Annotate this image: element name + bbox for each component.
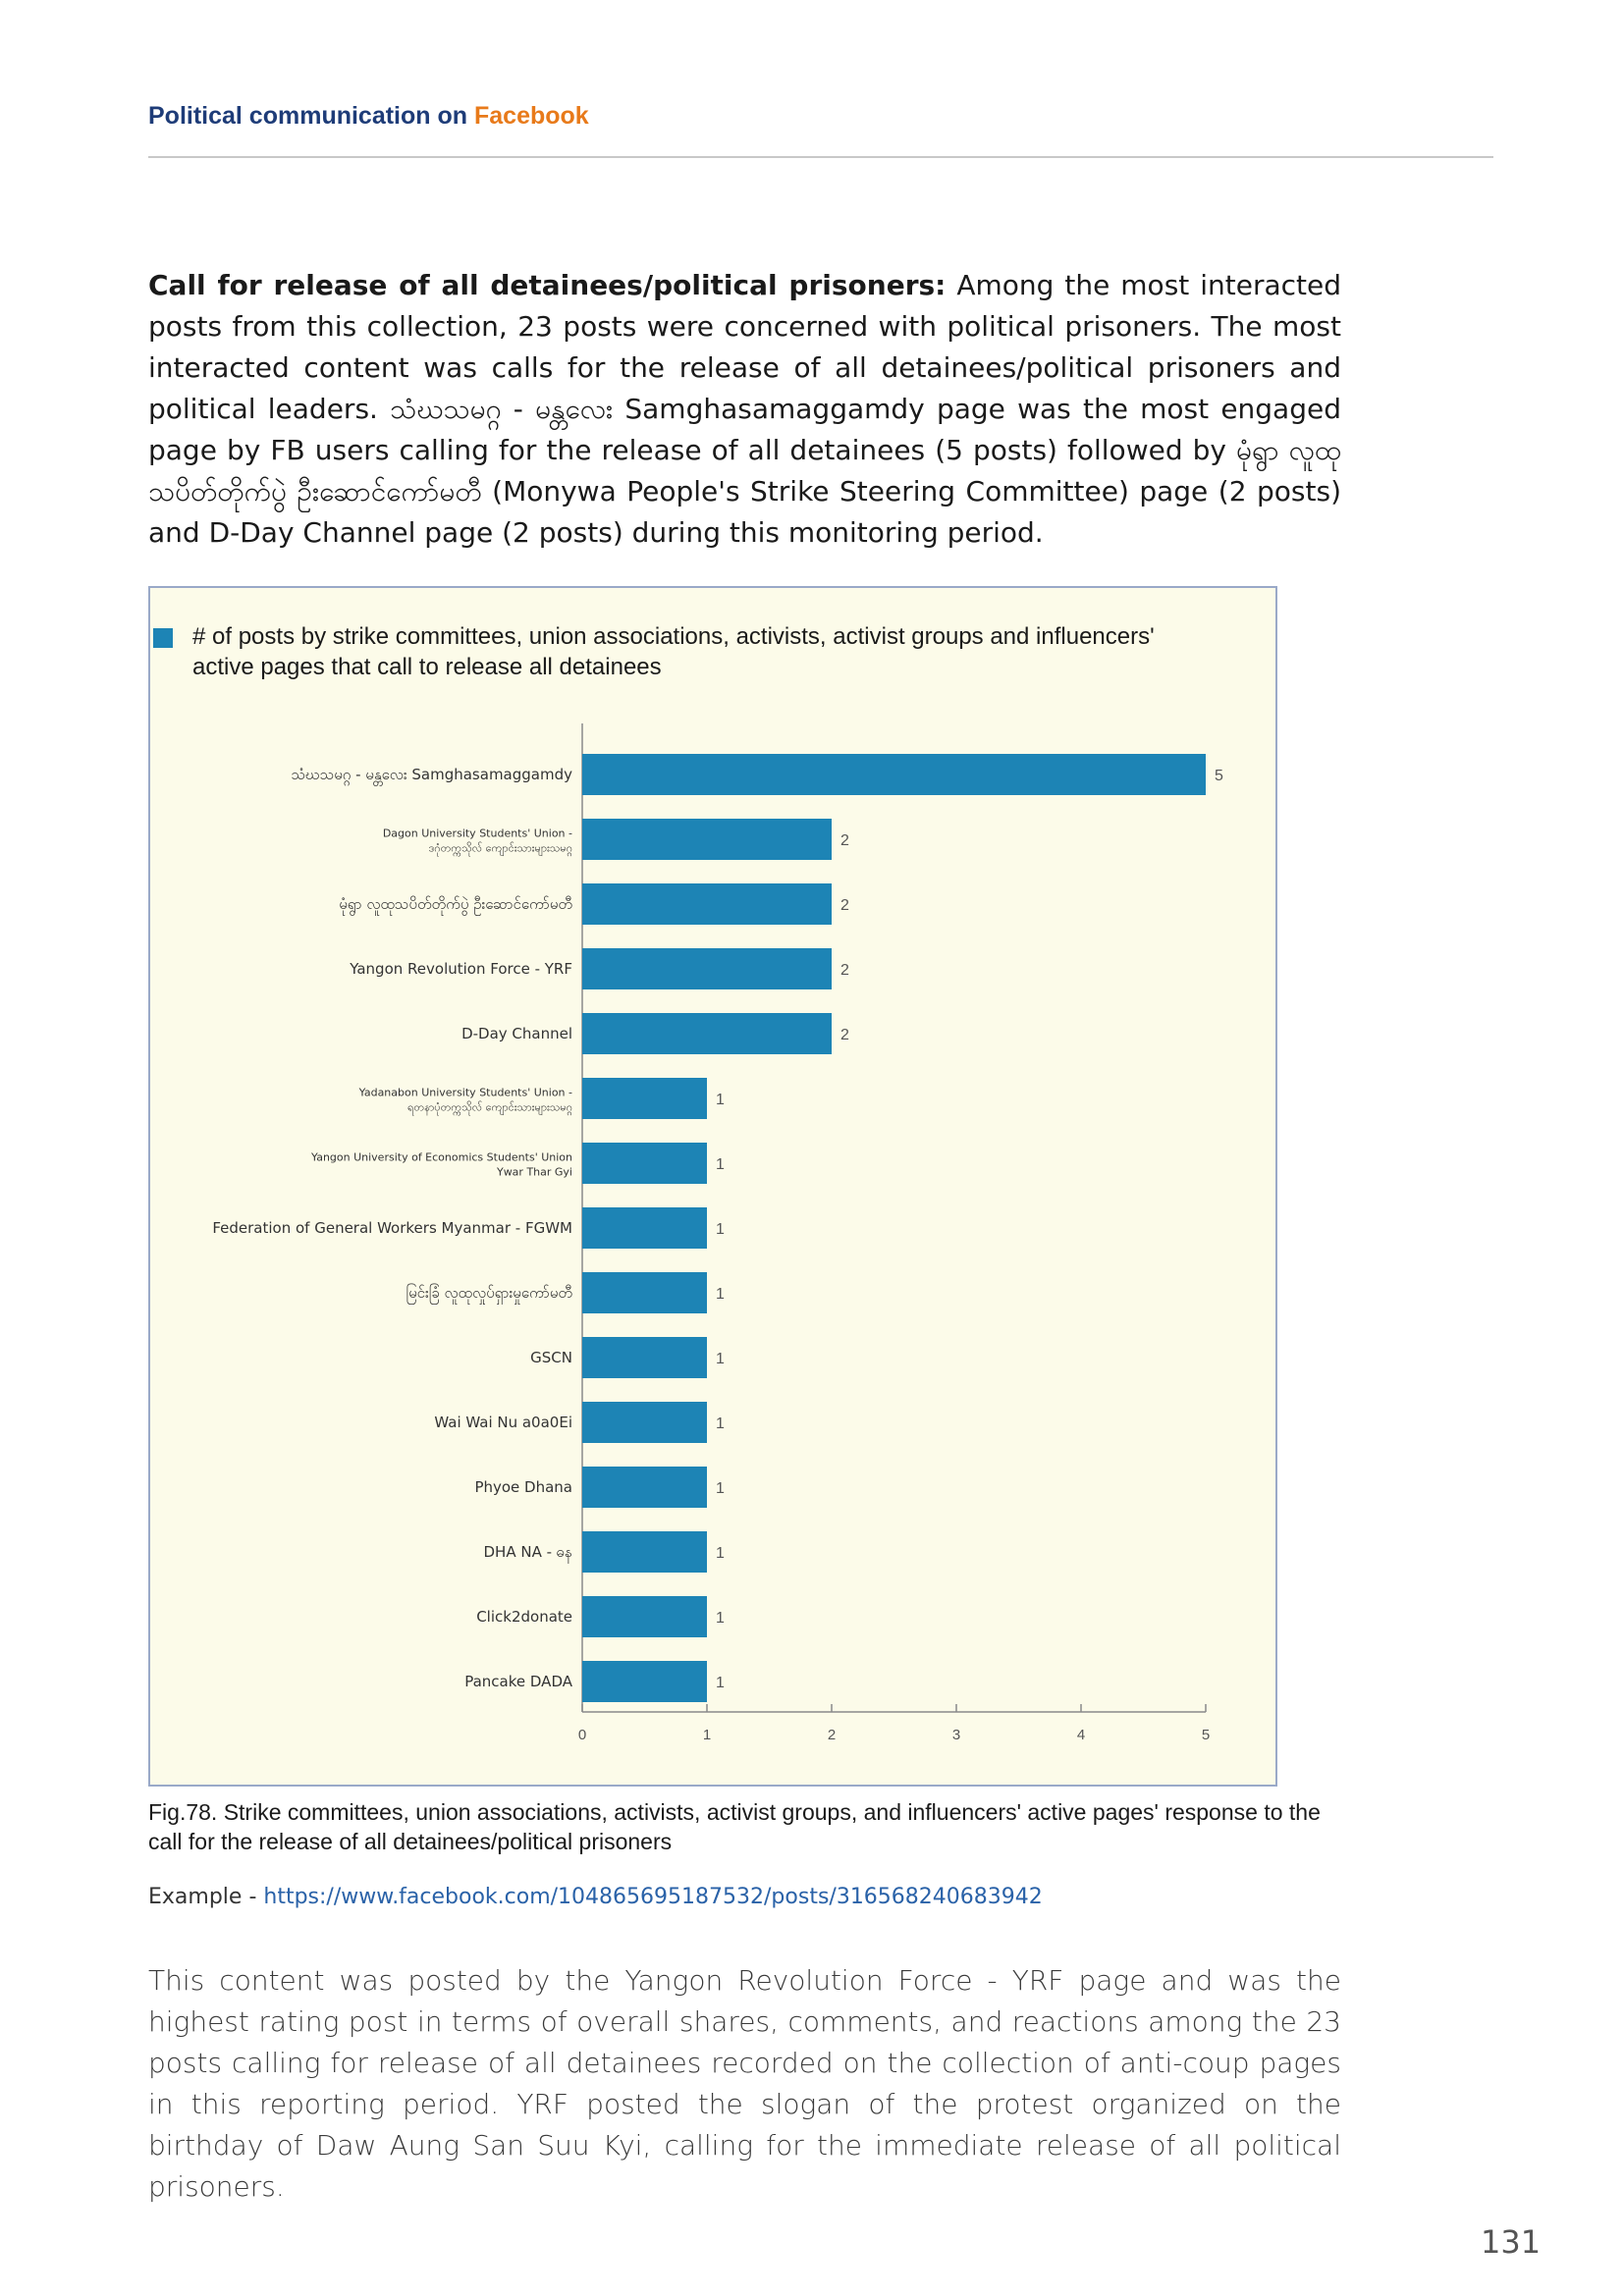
bar	[582, 948, 832, 989]
bar-value-label: 1	[716, 1092, 725, 1108]
bar-value-label: 1	[716, 1156, 725, 1173]
x-tick-label: 2	[827, 1727, 837, 1743]
x-tick-label: 3	[951, 1727, 961, 1743]
bar	[582, 1143, 707, 1184]
bar-value-label: 2	[840, 1027, 849, 1043]
bar	[582, 1013, 832, 1054]
bar-value-label: 1	[716, 1675, 725, 1691]
page-number: 131	[1481, 2223, 1542, 2261]
category-label: Pancake DADA	[464, 1673, 572, 1690]
x-tick-label: 4	[1076, 1727, 1086, 1743]
bar-chart	[150, 588, 1275, 1785]
bar	[582, 1207, 707, 1249]
category-label: Federation of General Workers Myanmar - FGWM	[212, 1219, 572, 1237]
running-header	[148, 102, 589, 131]
category-label: Ywar Thar Gyi	[496, 1165, 572, 1179]
figure-caption: Fig.78. Strike committees, union associations, activists, activist groups, and influencers' active pages' response to the call for the release of all detainees/political prisoners	[148, 1799, 1321, 1854]
intro-lead: Call for release of all detainees/political prisoners:	[148, 269, 947, 301]
category-label: Wai Wai Nu a0a0Ei	[434, 1414, 572, 1431]
header-divider	[148, 156, 1493, 158]
header-accent: Facebook	[474, 102, 589, 130]
category-label: Phyoe Dhana	[474, 1478, 572, 1496]
bar	[582, 1272, 707, 1313]
x-tick-label: 5	[1201, 1727, 1211, 1743]
category-label: Yangon University of Economics Students' Union	[311, 1150, 572, 1164]
bar-value-label: 2	[840, 832, 849, 849]
category-label: Dagon University Students' Union -	[382, 827, 572, 840]
bar-value-label: 1	[716, 1286, 725, 1303]
category-label: မြင်းခြံ လူထုလှုပ်ရှားမှုကော်မတီ	[406, 1284, 572, 1302]
category-label: Click2donate	[476, 1608, 572, 1626]
example-line	[148, 1885, 1043, 1909]
bar-value-label: 1	[716, 1351, 725, 1367]
bar	[582, 754, 1206, 795]
example-label: Example -	[148, 1885, 264, 1909]
category-label: သံဃသမဂ္ဂ - မန္တလေး Samghasamaggamdy	[291, 766, 572, 783]
body-paragraph: This content was posted by the Yangon Revolution Force - YRF page and was the highest rating post in terms of overall shares, comments, and reactions among the 23 posts calling for release of all detainees recorded on the collection of anti-coup pages in this reporting period. YRF posted the slogan of the protest organized on the birthday of Daw Aung San Suu Kyi, calling for the immediate release of all political prisoners.	[148, 1964, 1341, 2203]
category-label: မုံရွာ လူထုသပိတ်တိုက်ပွဲ ဦးဆောင်ကော်မတီ	[339, 895, 572, 913]
bar-value-label: 1	[716, 1415, 725, 1432]
bar	[582, 1661, 707, 1702]
category-label: ရတနာပုံတက္ကသိုလ် ကျောင်းသားများသမဂ္ဂ	[407, 1100, 572, 1114]
bar-value-label: 2	[840, 962, 849, 979]
chart-panel	[148, 586, 1277, 1787]
bar	[582, 1531, 707, 1573]
category-label: ဒဂုံတက္ကသိုလ် ကျောင်းသားများသမဂ္ဂ	[428, 841, 572, 855]
x-tick-label: 1	[702, 1727, 712, 1743]
bar	[582, 819, 832, 860]
bar-value-label: 1	[716, 1221, 725, 1238]
bar-value-label: 1	[716, 1610, 725, 1627]
category-label: Yangon Revolution Force - YRF	[350, 960, 572, 978]
bar-value-label: 5	[1215, 768, 1223, 784]
header-title: Political communication on	[148, 102, 468, 130]
category-label: GSCN	[530, 1349, 572, 1366]
example-link[interactable]: https://www.facebook.com/104865695187532/posts/316568240683942	[263, 1885, 1043, 1909]
bar	[582, 883, 832, 925]
category-label: DHA NA - ဓန	[483, 1543, 572, 1561]
bar	[582, 1078, 707, 1119]
chart-title: # of posts by strike committees, union associations, activists, activist groups and influencers' active pages that call to release all detainees	[192, 623, 1155, 680]
category-label: Yadanabon University Students' Union -	[358, 1086, 572, 1099]
bar	[582, 1467, 707, 1508]
bar-value-label: 1	[716, 1480, 725, 1497]
bar-value-label: 1	[716, 1545, 725, 1562]
x-tick-label: 0	[577, 1727, 587, 1743]
bar	[582, 1596, 707, 1637]
intro-text: Among the most interacted posts from this collection, 23 posts were concerned with political prisoners. The most interacted content was calls for the release of all detainees/political prisoners and political leaders. သံဃသမဂ္ဂ - မန္တလေး Samghasamaggamdy page was the most engaged page by FB users calling for the release of all detainees (5 posts) followed by မုံရွာ လူထုသပိတ်တိုက်ပွဲ ဦးဆောင်ကော်မတီ (Monywa People's Strike Steering Committee) page (2 posts) and D-Day Channel page (2 posts) during this monitoring period.	[148, 269, 1341, 549]
bar	[582, 1402, 707, 1443]
bar-value-label: 2	[840, 897, 849, 914]
category-label: D-Day Channel	[461, 1025, 572, 1042]
intro-paragraph	[148, 265, 1341, 554]
bar	[582, 1337, 707, 1378]
